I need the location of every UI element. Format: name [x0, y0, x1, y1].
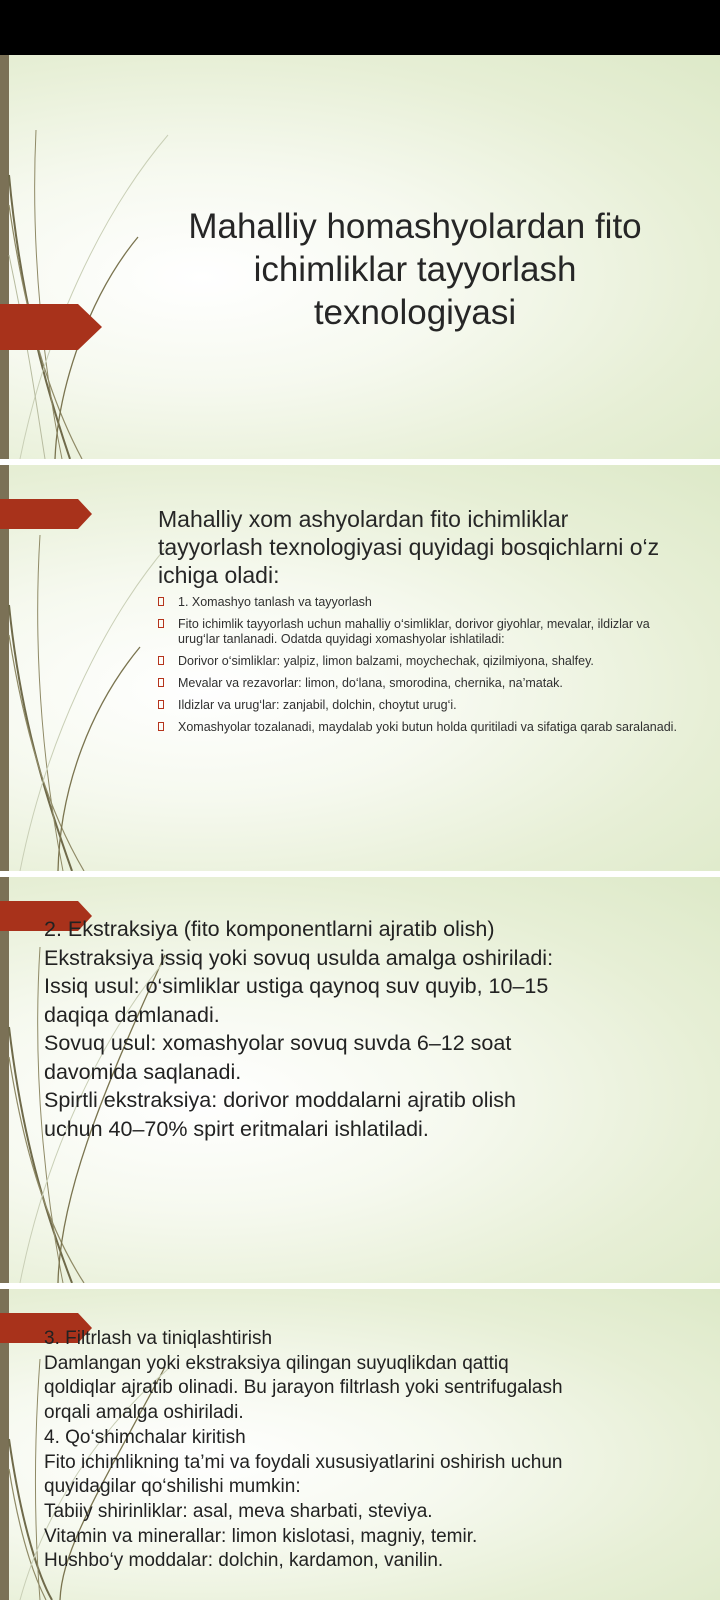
- slide-2-heading: Mahalliy xom ashyolardan fito ichimliklar tayyorlash texnologiyasi quyidagi bosqichlarni o‘z ichiga oladi:: [158, 506, 660, 588]
- list-item-text: Xomashyolar tozalanadi, maydalab yoki butun holda quritiladi va sifatiga qarab saralanadi.: [178, 720, 677, 734]
- box-bullet-icon: [158, 619, 164, 628]
- list-item: [158, 595, 678, 610]
- slide-3-line: Sovuq usul: xomashyolar sovuq suvda 6–12 soat davomida saqlanadi.: [44, 1031, 512, 1084]
- slide-1-title-text: Mahalliy homashyolardan fito ichimliklar tayyorlash texnologiyasi: [188, 207, 642, 332]
- list-item: [158, 654, 678, 669]
- box-bullet-icon: [158, 656, 164, 665]
- list-item-text: 1. Xomashyo tanlash va tayyorlash: [178, 595, 372, 609]
- accent-arrow-shape: [0, 304, 104, 350]
- slide-4-line: Vitamin va minerallar: limon kislotasi, magniy, temir.: [44, 1525, 478, 1547]
- list-item: [158, 617, 678, 647]
- slide-4-line: Tabiiy shirinliklar: asal, meva sharbati, steviya.: [44, 1500, 433, 1522]
- slide-3-line: Spirtli ekstraksiya: dorivor moddalarni ajratib olish uchun 40–70% spirt eritmalari ishlatiladi.: [44, 1088, 516, 1141]
- slide-3-line: Ekstraksiya issiq yoki sovuq usulda amalga oshiriladi:: [44, 945, 554, 970]
- slide-3-body: [44, 915, 564, 1143]
- slide-4-heading: 4. Qo‘shimchalar kiritish: [44, 1426, 246, 1448]
- list-item-text: Ildizlar va urug‘lar: zanjabil, dolchin, choytut urug‘i.: [178, 698, 457, 712]
- slide-1-title[interactable]: [0, 55, 720, 459]
- slide-3-line: Issiq usul: o‘simliklar ustiga qaynoq suv quyib, 10–15 daqiqa damlanadi.: [44, 974, 549, 1027]
- slide-4-body: [44, 1327, 584, 1574]
- slide-3-extraction[interactable]: [0, 877, 720, 1283]
- list-item: [158, 698, 678, 713]
- box-bullet-icon: [158, 597, 164, 606]
- list-item: [158, 720, 678, 735]
- list-item-text: Dorivor o‘simliklar: yalpiz, limon balzami, moychechak, qizilmiyona, shalfey.: [178, 654, 594, 668]
- slide-4-heading: 3. Filtrlash va tiniqlashtirish: [44, 1328, 273, 1349]
- slide-3-heading: 2. Ekstraksiya (fito komponentlarni ajratib olish): [44, 917, 495, 941]
- box-bullet-icon: [158, 700, 164, 709]
- box-bullet-icon: [158, 678, 164, 687]
- slide-4-line: Fito ichimlikning ta’mi va foydali xususiyatlarini oshirish uchun quyidagilar qo‘shilishi mumkin:: [44, 1451, 563, 1498]
- slide-4-line: Damlangan yoki ekstraksiya qilingan suyuqlikdan qattiq qoldiqlar ajratib olinadi. Bu jarayon filtrlash yoki sentrifugalash orqali amalga oshiriladi.: [44, 1352, 563, 1424]
- slide-4-line: Hushbo‘y moddalar: dolchin, kardamon, vanilin.: [44, 1550, 444, 1572]
- box-bullet-icon: [158, 722, 164, 731]
- slide-2-stages[interactable]: [0, 465, 720, 871]
- decorative-curves: [0, 55, 180, 459]
- list-item: [158, 676, 678, 691]
- slide-4-filtering[interactable]: [0, 1289, 720, 1600]
- accent-arrow-shape: [0, 499, 94, 529]
- list-item-text: Fito ichimlik tayyorlash uchun mahalliy o‘simliklar, dorivor giyohlar, mevalar, ildizlar va urug‘lar tanlanadi. Odatda quyidagi xomashyolar ishlatiladi:: [178, 617, 650, 646]
- list-item-text: Mevalar va rezavorlar: limon, do‘lana, smorodina, chernika, na’matak.: [178, 676, 563, 690]
- window-top-bar: [0, 0, 720, 55]
- slide-2-bullet-list: [158, 595, 678, 742]
